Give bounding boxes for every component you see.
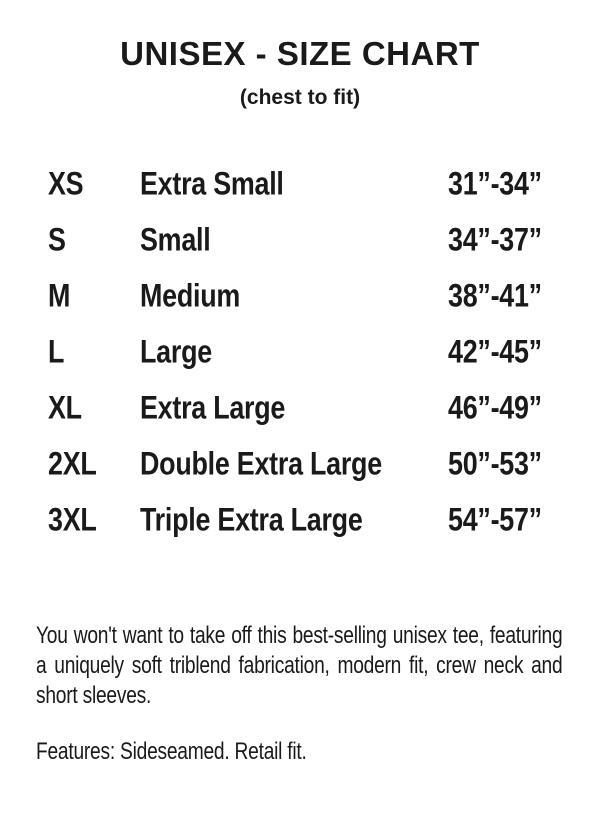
size-name: Medium: [140, 277, 241, 314]
size-code: 3XL: [48, 501, 97, 538]
size-name: Double Extra Large: [140, 445, 382, 482]
size-table: [0, 156, 600, 548]
page-title: UNISEX - SIZE CHART: [120, 35, 480, 72]
size-range: 34”-37”: [448, 221, 542, 258]
size-range: 50”-53”: [448, 445, 542, 482]
size-code: M: [48, 277, 71, 314]
size-code: XL: [48, 389, 82, 426]
table-row: [0, 156, 600, 212]
product-description: You won't want to take off this best-selling unisex tee, featuring a uniquely soft triblend fabrication, modern fit, crew neck and short sleeves.: [36, 622, 563, 709]
size-range: 54”-57”: [448, 501, 542, 538]
table-row: [0, 212, 600, 268]
page-subtitle: (chest to fit): [239, 86, 361, 109]
size-range: 31”-34”: [448, 165, 542, 202]
size-range: 46”-49”: [448, 389, 542, 426]
table-row: [0, 324, 600, 380]
table-row: [0, 380, 600, 436]
size-code: S: [48, 221, 66, 258]
table-row: [0, 492, 600, 548]
size-code: XS: [48, 165, 84, 202]
size-code: L: [48, 333, 65, 370]
size-name: Triple Extra Large: [140, 501, 363, 538]
table-row: [0, 268, 600, 324]
size-name: Large: [140, 333, 212, 370]
size-range: 42”-45”: [448, 333, 542, 370]
product-features: Features: Sideseamed. Retail fit.: [36, 738, 307, 765]
size-name: Extra Small: [140, 165, 284, 202]
size-name: Small: [140, 221, 211, 258]
table-row: [0, 436, 600, 492]
size-range: 38”-41”: [448, 277, 542, 314]
size-name: Extra Large: [140, 389, 286, 426]
size-code: 2XL: [48, 445, 97, 482]
